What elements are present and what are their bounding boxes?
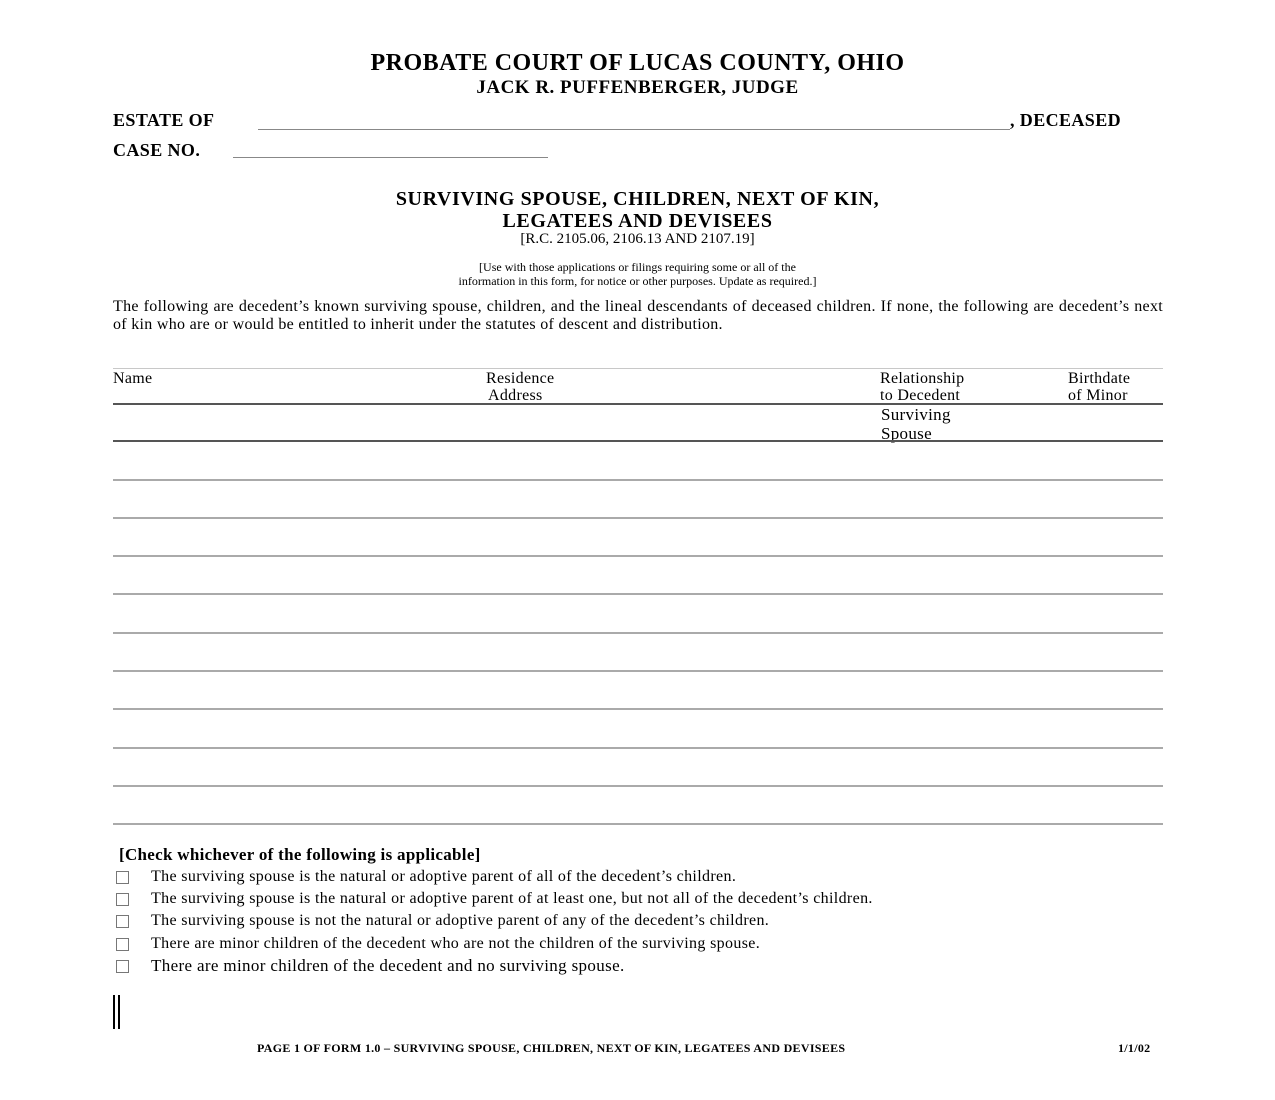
table-row[interactable] [113,555,1163,557]
estate-label: ESTATE OF [113,110,215,130]
table-row[interactable] [113,479,1163,481]
checklist-option-label: There are minor children of the decedent and no surviving spouse. [151,956,625,975]
checklist-option-1[interactable] [116,868,736,886]
table-top-rule [113,368,1163,369]
header-rule [113,403,1163,405]
table-row[interactable] [113,785,1163,787]
use-note [0,260,1275,288]
table-row[interactable] [113,747,1163,749]
table-row-spouse-rule[interactable] [113,440,1163,442]
checklist-option-label: The surviving spouse is not the natural or adoptive parent of any of the decedent’s children. [151,912,770,929]
column-header-relationship: Relationship to Decedent [880,370,965,404]
checkbox[interactable] [116,915,129,928]
cell-relationship-surviving-spouse: Surviving Spouse [881,405,951,443]
court-title: PROBATE COURT OF LUCAS COUNTY, OHIO [370,50,905,76]
checkbox[interactable] [116,938,129,951]
checklist-option-label: The surviving spouse is the natural or adoptive parent of all of the decedent’s children. [151,868,737,885]
barcode-icon [113,995,120,1029]
checkbox[interactable] [116,893,129,906]
checkbox[interactable] [116,871,129,884]
intro-paragraph: The following are decedent’s known surviving spouse, children, and the lineal descendants of deceased children. If none, the following are decedent’s next of kin who are or would be entitled to inherit under the statutes of descent and distribution. [113,298,1163,333]
table-row[interactable] [113,593,1163,595]
checklist-option-5[interactable] [116,956,625,976]
table-row[interactable] [113,670,1163,672]
table-row[interactable] [113,517,1163,519]
checklist-option-4[interactable] [116,935,760,953]
checkbox[interactable] [116,960,129,973]
judge-name: JACK R. PUFFENBERGER, JUDGE [476,77,799,98]
form-title-line2: LEGATEES AND DEVISEES [502,210,773,232]
table-row[interactable] [113,823,1163,825]
checklist-option-label: The surviving spouse is the natural or adoptive parent of at least one, but not all of the decedent’s children. [151,890,873,907]
column-header-name: Name [113,370,153,387]
checklist-header: [Check whichever of the following is applicable] [119,845,481,864]
use-note-line2: information in this form, for notice or other purposes. Update as required.] [458,274,817,288]
estate-name-field[interactable] [258,129,1010,130]
checklist-option-label: There are minor children of the decedent who are not the children of the surviving spouse. [151,935,761,952]
statute-reference: [R.C. 2105.06, 2106.13 AND 2107.19] [520,231,755,247]
case-no-label: CASE NO. [113,140,201,160]
column-header-birthdate: Birthdate of Minor [1068,370,1131,404]
footer-page-label: PAGE 1 OF FORM 1.0 – SURVIVING SPOUSE, CHILDREN, NEXT OF KIN, LEGATEES AND DEVISEES [257,1041,846,1055]
table-row[interactable] [113,708,1163,710]
use-note-line1: [Use with those applications or filings requiring some or all of the [479,260,796,274]
deceased-label: , DECEASED [1010,110,1122,130]
checklist-option-2[interactable] [116,890,873,908]
column-header-residence-address: Residence Address [486,370,555,404]
checklist-option-3[interactable] [116,912,769,930]
case-number-field[interactable] [233,157,548,158]
footer-revision-date: 1/1/02 [1118,1041,1151,1055]
table-row[interactable] [113,632,1163,634]
form-title-line1: SURVIVING SPOUSE, CHILDREN, NEXT OF KIN, [395,188,880,210]
